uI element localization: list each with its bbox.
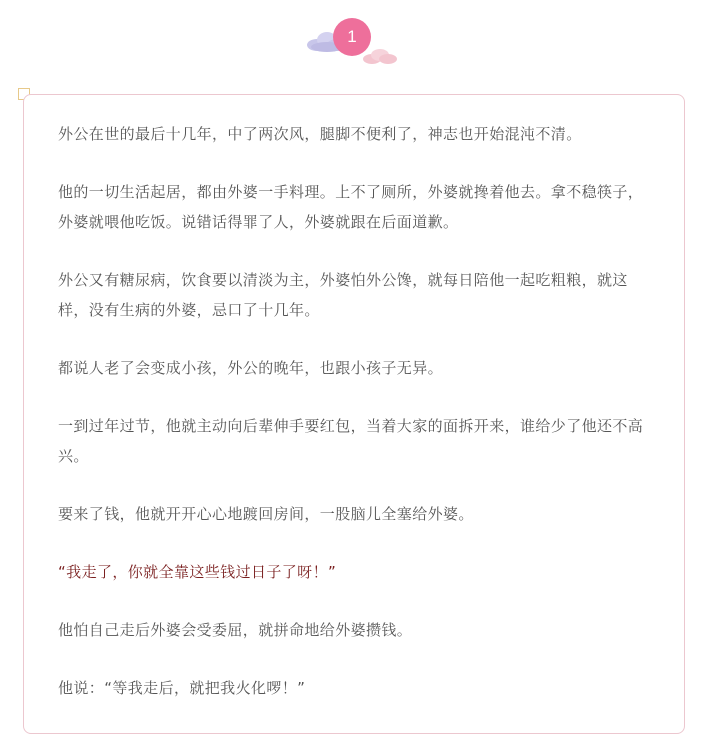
paragraph-8: 他怕自己走后外婆会受委屈，就拼命地给外婆攒钱。	[58, 621, 413, 639]
paragraph-6: 要来了钱，他就开开心心地踱回房间，一股脑儿全塞给外婆。	[58, 505, 474, 523]
section-header	[0, 0, 710, 80]
paragraph-1: 外公在世的最后十几年，中了两次风，腿脚不便利了，神志也开始混沌不清。	[58, 125, 582, 143]
paragraph-4: 都说人老了会变成小孩，外公的晚年，也跟小孩子无异。	[58, 359, 444, 377]
quote-paragraph: “我走了，你就全靠这些钱过日子了呀！”	[58, 563, 337, 581]
cloud-right-icon	[360, 47, 400, 67]
section-number-badge: 1	[333, 18, 371, 56]
article-body	[58, 119, 658, 731]
paragraph-3: 外公又有糖尿病，饮食要以清淡为主，外婆怕外公馋，就每日陪他一起吃粗粮，就这样，没有生病的外婆，忌口了十几年。	[58, 271, 628, 319]
paragraph-5: 一到过年过节，他就主动向后辈伸手要红包，当着大家的面拆开来，谁给少了他还不高兴。	[58, 417, 644, 465]
paragraph-2: 他的一切生活起居，都由外婆一手料理。上不了厕所，外婆就搀着他去。拿不稳筷子，外婆就喂他吃饭。说错话得罪了人，外婆就跟在后面道歉。	[58, 183, 644, 231]
paragraph-9: 他说：“等我走后，就把我火化啰！”	[58, 679, 306, 697]
